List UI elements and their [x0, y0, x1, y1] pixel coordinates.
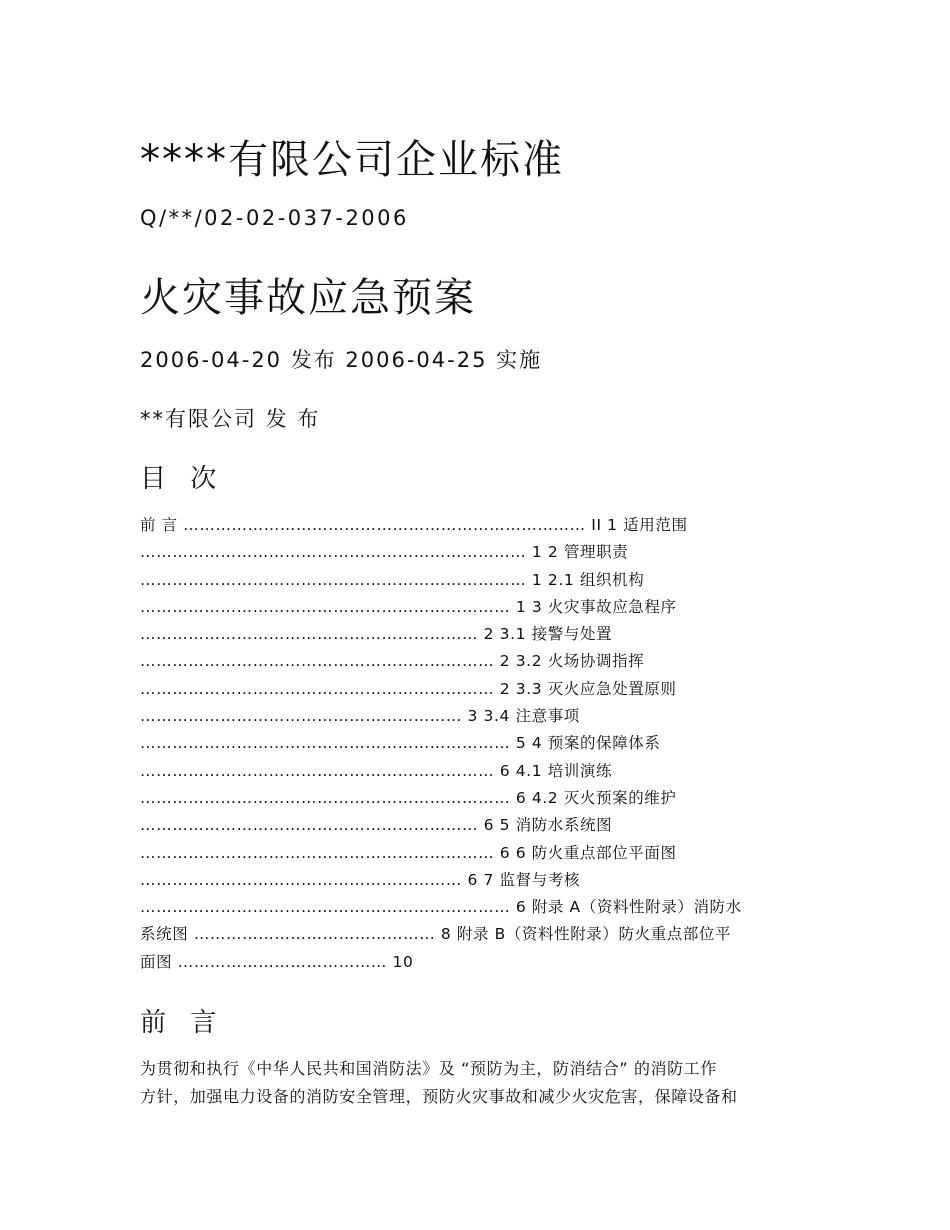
preface-line: 方针，加强电力设备的消防安全管理，预防火灾事故和减少火灾危害，保障设备和	[140, 1087, 738, 1106]
toc-line[interactable]: ………………………………………………………… 2 3.3 灭火应急处置原则	[140, 679, 677, 698]
toc-heading: 目 次	[140, 464, 225, 494]
toc-line[interactable]: ……………………………………………………………… 1 2 管理职责	[140, 543, 629, 562]
standard-number: Q/**/02-02-037-2006	[140, 206, 409, 230]
document-page	[140, 0, 820, 1230]
toc-line[interactable]: ………………………………………………………… 6 4.1 培训演练	[140, 761, 613, 780]
toc-line[interactable]: …………………………………………………………… 5 4 预案的保障体系	[140, 734, 661, 753]
toc-line[interactable]: ………………………………………………………… 2 3.2 火场协调指挥	[140, 652, 645, 671]
toc-line[interactable]: …………………………………………………… 3 3.4 注意事项	[140, 707, 580, 726]
preface-paragraph	[140, 1055, 820, 1111]
toc-line[interactable]: ……………………………………………………………… 1 2.1 组织机构	[140, 570, 645, 589]
publisher: **有限公司 发 布	[140, 407, 321, 431]
toc-line[interactable]: …………………………………………………………… 6 4.2 灭火预案的维护	[140, 788, 677, 807]
toc-line[interactable]: ……………………………………………………… 6 5 消防水系统图	[140, 816, 613, 835]
toc-line[interactable]: 面图 ………………………………… 10	[140, 952, 414, 971]
toc-line[interactable]: ………………………………………………………… 6 6 防火重点部位平面图	[140, 843, 677, 862]
table-of-contents	[140, 512, 820, 976]
document-title: 火灾事故应急预案	[140, 275, 476, 321]
company-standard-title: ****有限公司企业标准	[140, 137, 564, 183]
preface-heading: 前 言	[140, 1008, 225, 1038]
toc-line[interactable]: …………………………………………………………… 6 附录 A（资料性附录）消防水	[140, 898, 742, 917]
preface-line: 为贯彻和执行《中华人民共和国消防法》及 “预防为主，防消结合” 的消防工作	[140, 1059, 717, 1078]
toc-line[interactable]: …………………………………………………… 6 7 监督与考核	[140, 870, 581, 889]
issue-and-effective-dates: 2006-04-20 发布 2006-04-25 实施	[140, 348, 543, 372]
toc-line[interactable]: 系统图 ……………………………………… 8 附录 B（资料性附录）防火重点部位平	[140, 925, 732, 944]
toc-line[interactable]: ……………………………………………………… 2 3.1 接警与处置	[140, 625, 613, 644]
toc-line[interactable]: 前 言 ………………………………………………………………… II 1 适用范围	[140, 516, 688, 534]
toc-line[interactable]: …………………………………………………………… 1 3 火灾事故应急程序	[140, 597, 677, 616]
